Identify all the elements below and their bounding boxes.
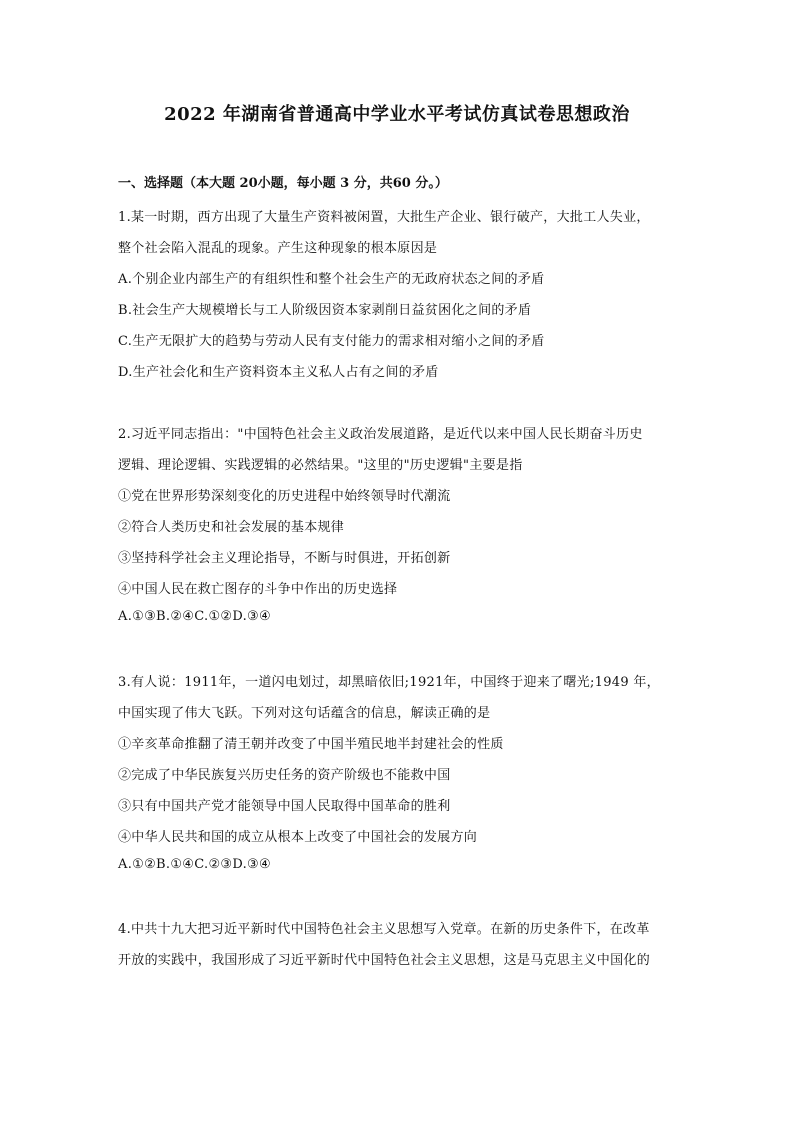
question-2-statement-3: ③坚持科学社会主义理论指导，不断与时俱进，开拓创新 bbox=[118, 551, 451, 566]
question-1-option-d: D.生产社会化和生产资料资本主义私人占有之间的矛盾 bbox=[118, 365, 439, 380]
question-2-statement-2: ②符合人类历史和社会发展的基本规律 bbox=[118, 520, 345, 535]
question-2-choices: A.①③B.②④C.①②D.③④ bbox=[118, 609, 271, 624]
question-3-statement-2: ②完成了中华民族复兴历史任务的资产阶级也不能救中国 bbox=[118, 768, 451, 783]
section-header: 一、选择题（本大题 20小题，每小题 3 分，共60 分。） bbox=[118, 176, 448, 191]
question-1-stem-line-1: 1.某一时期，西方出现了大量生产资料被闲置，大批生产企业、银行破产，大批工人失业， bbox=[118, 210, 650, 225]
question-2-statement-4: ④中国人民在救亡图存的斗争中作出的历史选择 bbox=[118, 582, 398, 597]
question-3-stem-line-2: 中国实现了伟大飞跃。下列对这句话蕴含的信息，解读正确的是 bbox=[118, 706, 491, 721]
question-1-stem-line-2: 整个社会陷入混乱的现象。产生这种现象的根本原因是 bbox=[118, 241, 438, 256]
question-4-stem-line-2: 开放的实践中，我国形成了习近平新时代中国特色社会主义思想，这是马克思主义中国化的 bbox=[118, 953, 651, 968]
question-1-option-c: C.生产无限扩大的趋势与劳动人民有支付能力的需求相对缩小之间的矛盾 bbox=[118, 334, 545, 349]
question-1-option-b: B.社会生产大规模增长与工人阶级因资本家剥削日益贫困化之间的矛盾 bbox=[118, 303, 532, 318]
question-4-stem-line-1: 4.中共十九大把习近平新时代中国特色社会主义思想写入党章。在新的历史条件下，在改革 bbox=[118, 922, 650, 937]
question-3-stem-line-1: 3.有人说：1911年，一道闪电划过，却黑暗依旧;1921年，中国终于迎来了曙光;1949 年， bbox=[118, 675, 660, 690]
document-title: 2022 年湖南省普通高中学业水平考试仿真试卷思想政治 bbox=[164, 104, 630, 125]
question-3-choices: A.①②B.①④C.②③D.③④ bbox=[118, 857, 271, 872]
question-3-statement-1: ①辛亥革命推翻了清王朝并改变了中国半殖民地半封建社会的性质 bbox=[118, 737, 504, 752]
question-2-statement-1: ①党在世界形势深刻变化的历史进程中始终领导时代潮流 bbox=[118, 489, 451, 504]
question-2-stem-line-1: 2.习近平同志指出："中国特色社会主义政治发展道路，是近代以来中国人民长期奋斗历史 bbox=[118, 427, 643, 442]
question-3-statement-4: ④中华人民共和国的成立从根本上改变了中国社会的发展方向 bbox=[118, 830, 478, 845]
question-3-statement-3: ③只有中国共产党才能领导中国人民取得中国革命的胜利 bbox=[118, 799, 451, 814]
question-2-stem-line-2: 逻辑、理论逻辑、实践逻辑的必然结果。"这里的"历史逻辑"主要是指 bbox=[118, 458, 523, 473]
question-1-option-a: A.个别企业内部生产的有组织性和整个社会生产的无政府状态之间的矛盾 bbox=[118, 272, 545, 287]
